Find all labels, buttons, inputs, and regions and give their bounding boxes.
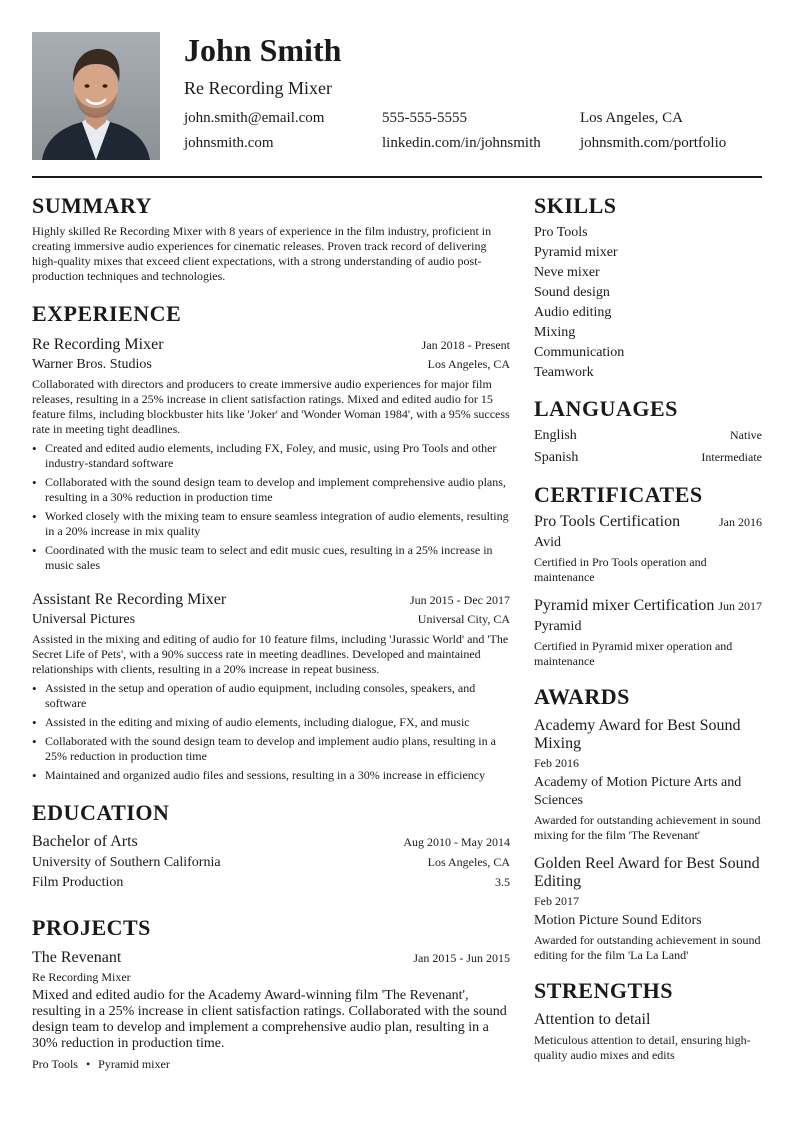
experience-heading: EXPERIENCE <box>32 301 182 326</box>
job-location: Los Angeles, CA <box>427 357 510 371</box>
list-item: • Created and edited audio elements, including FX, Foley, and music, using Pro Tools and other industry-standard software <box>32 441 510 471</box>
certificate-date: Jan 2016 <box>719 515 762 529</box>
project-name: The Revenant <box>32 949 122 966</box>
contact-website[interactable]: johnsmith.com <box>184 135 274 151</box>
certificate-item <box>534 597 762 669</box>
language-name: Spanish <box>534 450 579 465</box>
projects-section <box>32 914 510 1072</box>
skills-heading: SKILLS <box>534 193 617 218</box>
certificates-heading: CERTIFICATES <box>534 482 703 507</box>
languages-section <box>534 395 762 467</box>
language-name: English <box>534 428 577 443</box>
certificate-item <box>534 513 762 585</box>
education-section <box>32 799 510 892</box>
job-company: Warner Bros. Studios <box>32 357 152 372</box>
contact-location: Los Angeles, CA <box>580 110 683 126</box>
certificate-issuer: Avid <box>534 535 561 550</box>
award-date: Feb 2016 <box>534 756 579 770</box>
job-location: Universal City, CA <box>417 612 510 626</box>
award-issuer: Motion Picture Sound Editors <box>534 913 702 928</box>
tag: Pyramid mixer <box>98 1057 170 1071</box>
language-level: Native <box>730 428 762 442</box>
contact-linkedin[interactable]: linkedin.com/in/johnsmith <box>382 135 541 151</box>
job-bullets <box>32 681 510 783</box>
certificate-name: Pro Tools Certification <box>534 513 681 530</box>
projects-heading: PROJECTS <box>32 915 151 940</box>
experience-item <box>32 334 510 573</box>
award-description: Awarded for outstanding achievement in sound mixing for the film 'The Revenant' <box>534 813 761 842</box>
job-description: Assisted in the mixing and editing of audio for 10 feature films, including 'Jurassic World' and 'The Secret Life of Pets', with a 90% success rate in meeting deadlines. Developed and maintained relationships with clients, resulting in a 20% increase in repeat business. <box>32 632 509 676</box>
certificate-description: Certified in Pyramid mixer operation and maintenance <box>534 639 733 668</box>
job-title: Assistant Re Recording Mixer <box>32 591 227 608</box>
contact-email[interactable]: john.smith@email.com <box>184 110 325 126</box>
skill-item: Neve mixer <box>534 265 600 280</box>
award-issuer: Academy of Motion Picture Arts and Sciences <box>534 775 742 808</box>
job-description: Collaborated with directors and producers to create immersive audio experiences for major film releases, resulting in a 25% increase in client satisfaction ratings. Mixed and edited audio for 15 feature films, including blockbuster hits like 'Joker' and 'Wonder Woman 1984', with a 95% success rate in meeting tight deadlines. <box>32 377 510 436</box>
resume-header <box>32 32 762 160</box>
award-name: Golden Reel Award for Best Sound Editing <box>534 855 760 890</box>
job-dates: Jan 2018 - Present <box>421 338 510 352</box>
summary-text: Highly skilled Re Recording Mixer with 8 years of experience in the film industry, proficient in creating immersive audio experiences for cinematic releases. Proven track record of delivering high-quality mixes that exceed client expectations, with a strong understanding of audio post-production techniques and technologies. <box>32 224 492 283</box>
list-item: • Collaborated with the sound design team to develop and implement comprehensive audio plans, resulting in a 30% reduction in production time <box>32 475 510 505</box>
job-company: Universal Pictures <box>32 612 136 627</box>
award-description: Awarded for outstanding achievement in sound editing for the film 'La La Land' <box>534 933 761 962</box>
list-item: • Collaborated with the sound design team to develop and implement audio plans, resulting in a 25% reduction in production time <box>32 734 510 764</box>
award-date: Feb 2017 <box>534 894 579 908</box>
certificates-section <box>534 481 762 669</box>
skill-item: Mixing <box>534 325 576 340</box>
education-heading: EDUCATION <box>32 800 170 825</box>
awards-section <box>534 683 762 963</box>
contact-portfolio[interactable]: johnsmith.com/portfolio <box>580 135 727 151</box>
field-of-study: Film Production <box>32 875 124 890</box>
award-name: Academy Award for Best Sound Mixing <box>534 717 741 752</box>
project-role: Re Recording Mixer <box>32 970 131 984</box>
skill-item: Pyramid mixer <box>534 245 618 260</box>
skill-item: Sound design <box>534 285 610 300</box>
header-divider <box>32 176 762 178</box>
degree: Bachelor of Arts <box>32 833 138 850</box>
experience-section <box>32 300 510 783</box>
award-item <box>534 717 762 843</box>
candidate-name: John Smith <box>184 32 342 68</box>
profile-photo <box>32 32 160 160</box>
list-item: • Maintained and organized audio files and sessions, resulting in a 30% increase in efficiency <box>32 768 510 783</box>
job-bullets <box>32 441 510 573</box>
strength-description: Meticulous attention to detail, ensuring high-quality audio mixes and edits <box>534 1033 751 1062</box>
list-item: • Assisted in the setup and operation of audio equipment, including consoles, speakers, and software <box>32 681 510 711</box>
summary-section <box>32 192 510 284</box>
education-dates: Aug 2010 - May 2014 <box>403 835 510 849</box>
skill-item: Audio editing <box>534 305 612 320</box>
skills-section <box>534 192 762 383</box>
contact-phone[interactable]: 555-555-5555 <box>382 110 467 126</box>
certificate-date: Jun 2017 <box>718 599 762 613</box>
job-title: Re Recording Mixer <box>32 336 164 353</box>
award-item <box>534 855 762 963</box>
experience-item <box>32 589 510 783</box>
strengths-section <box>534 977 762 1063</box>
awards-heading: AWARDS <box>534 684 630 709</box>
candidate-title: Re Recording Mixer <box>184 78 332 98</box>
tag-separator: • <box>85 1057 91 1071</box>
right-column <box>534 192 762 1063</box>
skills-list <box>534 223 762 383</box>
list-item: • Coordinated with the music team to select and edit music cues, resulting in a 25% increase in music sales <box>32 543 510 573</box>
project-tags <box>32 1056 510 1072</box>
list-item: • Worked closely with the mixing team to ensure seamless integration of audio elements, resulting in a 20% increase in mix quality <box>32 509 510 539</box>
certificate-issuer: Pyramid <box>534 619 582 634</box>
school-name: University of Southern California <box>32 855 221 870</box>
summary-heading: SUMMARY <box>32 193 153 218</box>
profile-photo-icon <box>32 32 160 160</box>
gpa: 3.5 <box>495 875 510 889</box>
tag: Pro Tools <box>32 1057 78 1071</box>
skill-item: Pro Tools <box>534 225 588 240</box>
project-dates: Jan 2015 - Jun 2015 <box>413 951 510 965</box>
languages-heading: LANGUAGES <box>534 396 678 421</box>
school-location: Los Angeles, CA <box>427 855 510 869</box>
skill-item: Communication <box>534 345 625 360</box>
list-item: • Assisted in the editing and mixing of audio elements, including dialogue, FX, and music <box>32 715 510 730</box>
strengths-heading: STRENGTHS <box>534 978 673 1003</box>
job-dates: Jun 2015 - Dec 2017 <box>410 593 510 607</box>
language-level: Intermediate <box>701 450 762 464</box>
skill-item: Teamwork <box>534 365 594 380</box>
certificate-name: Pyramid mixer Certification <box>534 597 715 614</box>
project-description: Mixed and edited audio for the Academy Award-winning film 'The Revenant', resulting in a 25% increase in client satisfaction ratings. Collaborated with the sound design team to develop and implement a comprehensive audio plan, resulting in a 30% reduction in production time. <box>32 988 507 1051</box>
certificate-description: Certified in Pro Tools operation and maintenance <box>534 555 707 584</box>
left-column <box>32 192 510 1072</box>
strength-name: Attention to detail <box>534 1011 651 1028</box>
